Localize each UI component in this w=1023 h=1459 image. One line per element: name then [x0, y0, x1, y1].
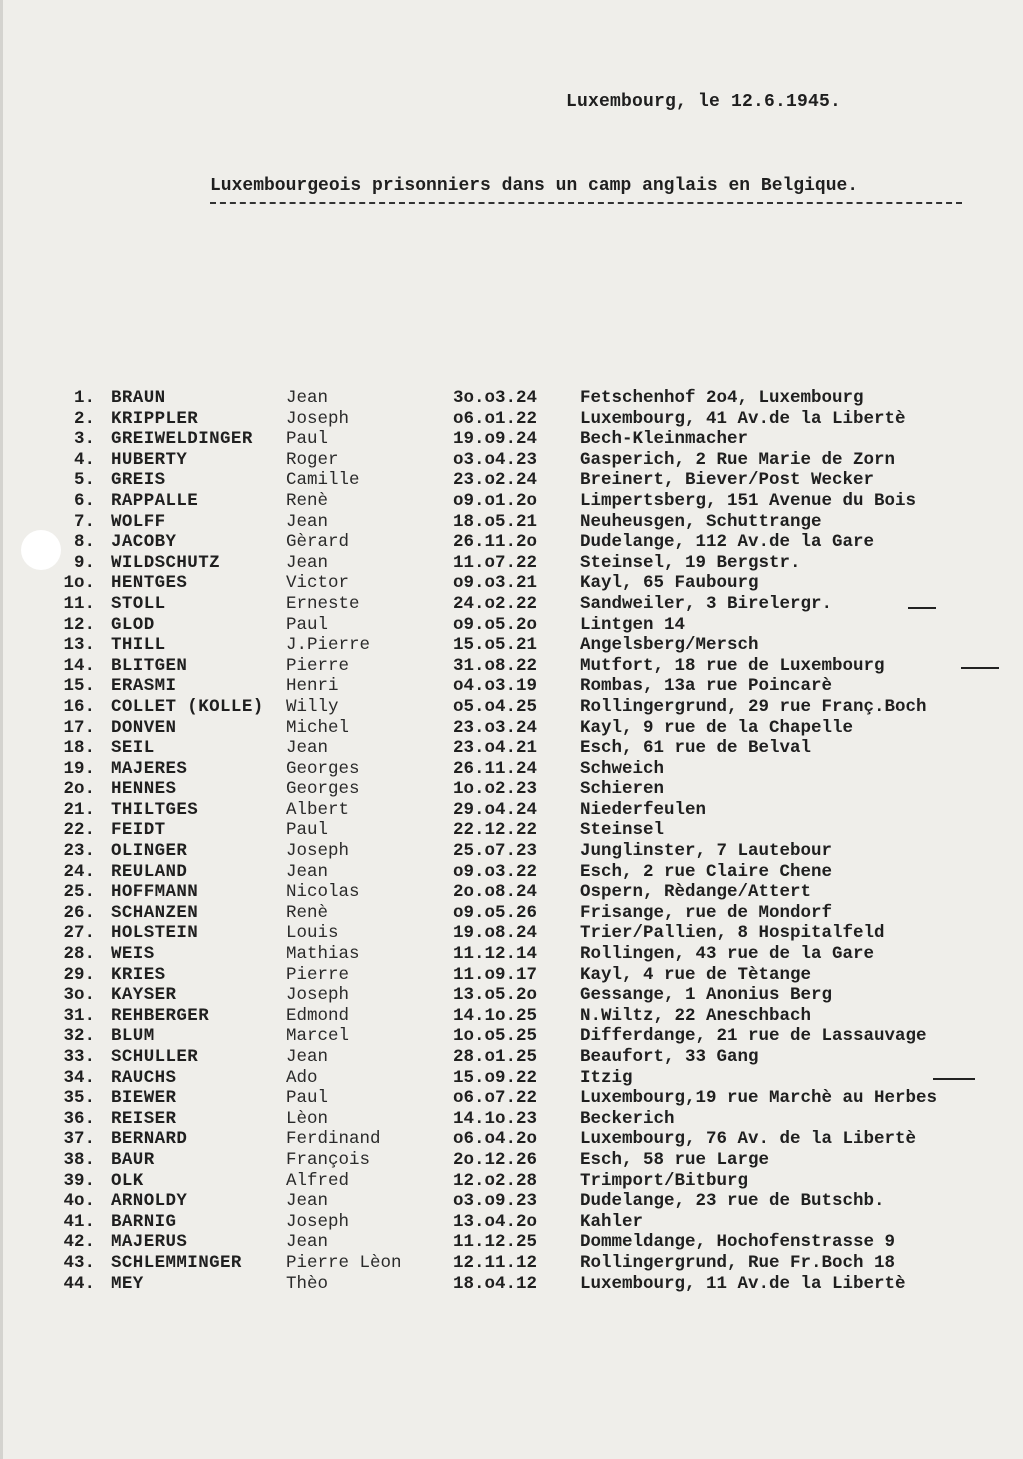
- surname: BARNIG: [111, 1211, 177, 1232]
- surname: BRAUN: [111, 388, 166, 408]
- prisoner-row: [43, 1232, 1018, 1253]
- surname: WOLFF: [111, 511, 166, 532]
- address: Neuheusgen, Schuttrange: [580, 511, 822, 532]
- surname: SCHANZEN: [111, 902, 199, 923]
- surname: HOFFMANN: [111, 882, 199, 903]
- birth-date: 11.o9.17: [453, 964, 538, 985]
- entry-number: 13.: [63, 635, 95, 656]
- birth-date: 14.1o.25: [453, 1005, 538, 1026]
- birth-date: o9.o3.21: [453, 573, 538, 594]
- surname: HUBERTY: [111, 449, 188, 470]
- surname: OLK: [111, 1170, 144, 1191]
- address: Schieren: [580, 779, 665, 800]
- given-name: Jean: [286, 861, 329, 882]
- birth-date: 1o.o5.25: [453, 1026, 538, 1047]
- entry-number: 33.: [63, 1047, 95, 1067]
- prisoner-row: [43, 841, 1018, 862]
- given-name: Mathias: [286, 944, 360, 965]
- prisoner-row: [43, 1047, 1018, 1068]
- prisoner-row: [43, 491, 1018, 512]
- surname: REULAND: [111, 861, 188, 882]
- given-name: Joseph: [286, 841, 350, 862]
- surname: WEIS: [111, 944, 155, 965]
- surname: BERNARD: [111, 1129, 188, 1150]
- prisoner-row: [43, 985, 1018, 1006]
- entry-number: 27.: [63, 923, 95, 944]
- address: Frisange, rue de Mondorf: [580, 902, 833, 923]
- address: Beaufort, 33 Gang: [580, 1047, 759, 1067]
- birth-date: 15.o5.21: [453, 635, 538, 656]
- surname: BLITGEN: [111, 655, 188, 676]
- address: Beckerich: [580, 1108, 675, 1129]
- birth-date: 11.12.14: [453, 944, 538, 965]
- given-name: Renè: [286, 902, 329, 923]
- address: Esch, 58 rue Large: [580, 1149, 770, 1170]
- given-name: Erneste: [286, 593, 360, 614]
- entry-number: 3.: [73, 429, 95, 450]
- given-name: Pierre: [286, 964, 350, 985]
- entry-number: 41.: [63, 1211, 95, 1232]
- address: Luxembourg, 11 Av.de la Libertè: [580, 1273, 906, 1294]
- entry-number: 21.: [63, 799, 95, 820]
- prisoner-row: [43, 903, 1018, 924]
- given-name: Joseph: [286, 985, 350, 1006]
- prisoner-row: [43, 1088, 1018, 1109]
- entry-number: 19.: [63, 758, 95, 779]
- surname: JACOBY: [111, 532, 177, 553]
- given-name: Victor: [286, 573, 350, 594]
- birth-date: 24.o2.22: [453, 593, 538, 614]
- prisoner-row: [43, 594, 1018, 615]
- address: Gasperich, 2 Rue Marie de Zorn: [580, 449, 896, 470]
- surname: DONVEN: [111, 717, 177, 738]
- prisoner-row: [43, 1006, 1018, 1027]
- given-name: Jean: [286, 552, 329, 573]
- entry-number: 17.: [63, 717, 95, 738]
- entry-number: 4o.: [63, 1191, 95, 1212]
- entry-number: 35.: [63, 1088, 95, 1109]
- entry-number: 28.: [63, 944, 95, 965]
- entry-number: 29.: [63, 964, 95, 985]
- birth-date: 18.o4.12: [453, 1273, 538, 1294]
- prisoner-list: [43, 388, 1018, 1294]
- address: Luxembourg, 76 Av. de la Libertè: [580, 1129, 917, 1150]
- entry-number: 42.: [63, 1232, 95, 1253]
- surname: SCHLEMMINGER: [111, 1252, 242, 1273]
- given-name: Paul: [286, 429, 329, 450]
- given-name: Gèrard: [286, 532, 350, 553]
- birth-date: 28.o1.25: [453, 1047, 538, 1067]
- given-name: Edmond: [286, 1005, 350, 1026]
- entry-number: 11.: [63, 593, 95, 614]
- given-name: Paul: [286, 614, 329, 635]
- address: Esch, 61 rue de Belval: [580, 738, 812, 759]
- birth-date: o3.o4.23: [453, 449, 538, 470]
- prisoner-row: [43, 553, 1018, 574]
- document-title: Luxembourgeois prisonniers dans un camp anglais en Belgique.: [210, 176, 962, 204]
- address: Trimport/Bitburg: [580, 1170, 749, 1191]
- entry-number: 16.: [63, 696, 95, 717]
- surname: GREIS: [111, 470, 166, 491]
- entry-number: 8.: [73, 532, 95, 553]
- birth-date: 23.o4.21: [453, 738, 538, 759]
- given-name: Louis: [286, 923, 339, 944]
- entry-number: 6.: [73, 490, 95, 511]
- surname: COLLET (KOLLE): [111, 696, 264, 717]
- birth-date: 18.o5.21: [453, 511, 538, 532]
- surname: BIEWER: [111, 1088, 177, 1109]
- address: Luxembourg, 41 Av.de la Libertè: [580, 408, 906, 429]
- given-name: Camille: [286, 470, 360, 491]
- prisoner-row: [43, 1068, 1018, 1089]
- birth-date: 15.o9.22: [453, 1067, 538, 1088]
- address: Steinsel, 19 Bergstr.: [580, 552, 801, 573]
- address: Dudelange, 112 Av.de la Gare: [580, 532, 875, 553]
- entry-number: 36.: [63, 1108, 95, 1129]
- birth-date: 3o.o3.24: [453, 388, 538, 408]
- date-line: Luxembourg, le 12.6.1945.: [566, 92, 842, 112]
- entry-number: 1.: [73, 388, 95, 408]
- surname: STOLL: [111, 593, 166, 614]
- prisoner-row: [43, 1274, 1018, 1295]
- birth-date: 11.o7.22: [453, 552, 538, 573]
- surname: MEY: [111, 1273, 144, 1294]
- prisoner-row: [43, 759, 1018, 780]
- prisoner-row: [43, 573, 1018, 594]
- birth-date: 31.o8.22: [453, 655, 538, 676]
- address: Kayl, 65 Faubourg: [580, 573, 759, 594]
- birth-date: 26.11.2o: [453, 532, 538, 553]
- given-name: Henri: [286, 676, 339, 697]
- given-name: Paul: [286, 1088, 329, 1109]
- address: Angelsberg/Mersch: [580, 635, 759, 656]
- prisoner-row: [43, 388, 1018, 409]
- pen-mark: [933, 1078, 975, 1080]
- birth-date: 26.11.24: [453, 758, 538, 779]
- entry-number: 39.: [63, 1170, 95, 1191]
- surname: THILTGES: [111, 799, 199, 820]
- address: Differdange, 21 rue de Lassauvage: [580, 1026, 927, 1047]
- prisoner-row: [43, 1109, 1018, 1130]
- given-name: Jean: [286, 738, 329, 759]
- surname: KRIES: [111, 964, 166, 985]
- birth-date: 2o.o8.24: [453, 882, 538, 903]
- entry-number: 5.: [73, 470, 95, 491]
- pen-mark: [961, 667, 999, 669]
- given-name: Lèon: [286, 1108, 329, 1129]
- surname: RAPPALLE: [111, 490, 199, 511]
- birth-date: o9.o3.22: [453, 861, 538, 882]
- surname: HOLSTEIN: [111, 923, 199, 944]
- entry-number: 14.: [63, 655, 95, 676]
- prisoner-row: [43, 1253, 1018, 1274]
- given-name: Jean: [286, 1191, 329, 1212]
- entry-number: 38.: [63, 1149, 95, 1170]
- given-name: Pierre: [286, 655, 350, 676]
- entry-number: 43.: [63, 1252, 95, 1273]
- given-name: Marcel: [286, 1026, 350, 1047]
- given-name: Renè: [286, 490, 329, 511]
- address: Junglinster, 7 Lautebour: [580, 841, 833, 862]
- birth-date: o9.o5.2o: [453, 614, 538, 635]
- prisoner-row: [43, 470, 1018, 491]
- entry-number: 31.: [63, 1005, 95, 1026]
- surname: RAUCHS: [111, 1067, 177, 1088]
- surname: GLOD: [111, 614, 155, 635]
- entry-number: 24.: [63, 861, 95, 882]
- prisoner-row: [43, 512, 1018, 533]
- surname: REHBERGER: [111, 1005, 210, 1026]
- address: Sandweiler, 3 Birelergr.: [580, 593, 833, 614]
- address: Rombas, 13a rue Poincarè: [580, 676, 833, 697]
- birth-date: o5.o4.25: [453, 696, 538, 717]
- address: Gessange, 1 Anonius Berg: [580, 985, 833, 1006]
- given-name: Roger: [286, 449, 339, 470]
- given-name: Thèo: [286, 1273, 329, 1294]
- prisoner-row: [43, 1171, 1018, 1192]
- surname: SCHULLER: [111, 1047, 199, 1067]
- given-name: Paul: [286, 820, 329, 841]
- address: Lintgen 14: [580, 614, 686, 635]
- prisoner-row: [43, 820, 1018, 841]
- address: Luxembourg,19 rue Marchè au Herbes: [580, 1088, 938, 1109]
- entry-number: 3o.: [63, 985, 95, 1006]
- birth-date: 13.o5.2o: [453, 985, 538, 1006]
- given-name: Jean: [286, 1047, 329, 1067]
- given-name: Pierre Lèon: [286, 1252, 402, 1273]
- address: Esch, 2 rue Claire Chene: [580, 861, 833, 882]
- entry-number: 2o.: [63, 779, 95, 800]
- entry-number: 23.: [63, 841, 95, 862]
- birth-date: 19.o8.24: [453, 923, 538, 944]
- address: Fetschenhof 2o4, Luxembourg: [580, 388, 864, 408]
- address: Rollingergrund, 29 rue Franç.Boch: [580, 696, 927, 717]
- address: Kayl, 9 rue de la Chapelle: [580, 717, 854, 738]
- prisoner-row: [43, 779, 1018, 800]
- address: Rollingergrund, Rue Fr.Boch 18: [580, 1252, 896, 1273]
- birth-date: 14.1o.23: [453, 1108, 538, 1129]
- entry-number: 44.: [63, 1273, 95, 1294]
- surname: KAYSER: [111, 985, 177, 1006]
- surname: MAJERES: [111, 758, 188, 779]
- prisoner-row: [43, 738, 1018, 759]
- entry-number: 37.: [63, 1129, 95, 1150]
- entry-number: 18.: [63, 738, 95, 759]
- birth-date: 29.o4.24: [453, 799, 538, 820]
- address: Dudelange, 23 rue de Butschb.: [580, 1191, 885, 1212]
- birth-date: 11.12.25: [453, 1232, 538, 1253]
- prisoner-row: [43, 882, 1018, 903]
- birth-date: o9.o1.2o: [453, 490, 538, 511]
- address: Trier/Pallien, 8 Hospitalfeld: [580, 923, 885, 944]
- given-name: Ferdinand: [286, 1129, 381, 1150]
- entry-number: 25.: [63, 882, 95, 903]
- address: Dommeldange, Hochofenstrasse 9: [580, 1232, 896, 1253]
- birth-date: 1o.o2.23: [453, 779, 538, 800]
- entry-number: 15.: [63, 676, 95, 697]
- address: Breinert, Biever/Post Wecker: [580, 470, 875, 491]
- given-name: Georges: [286, 758, 360, 779]
- address: Mutfort, 18 rue de Luxembourg: [580, 655, 885, 676]
- pen-mark: [908, 607, 936, 609]
- birth-date: o6.o4.2o: [453, 1129, 538, 1150]
- prisoner-row: [43, 697, 1018, 718]
- entry-number: 4.: [73, 449, 95, 470]
- given-name: Jean: [286, 1232, 329, 1253]
- prisoner-row: [43, 1129, 1018, 1150]
- surname: OLINGER: [111, 841, 188, 862]
- given-name: Joseph: [286, 1211, 350, 1232]
- given-name: Nicolas: [286, 882, 360, 903]
- entry-number: 2.: [73, 408, 95, 429]
- address: Bech-Kleinmacher: [580, 429, 749, 450]
- address: Schweich: [580, 758, 665, 779]
- surname: MAJERUS: [111, 1232, 188, 1253]
- entry-number: 7.: [73, 511, 95, 532]
- prisoner-row: [43, 965, 1018, 986]
- birth-date: o3.o9.23: [453, 1191, 538, 1212]
- surname: FEIDT: [111, 820, 166, 841]
- prisoner-row: [43, 1212, 1018, 1233]
- birth-date: 23.o2.24: [453, 470, 538, 491]
- given-name: Jean: [286, 511, 329, 532]
- given-name: Willy: [286, 696, 339, 717]
- birth-date: o4.o3.19: [453, 676, 538, 697]
- address: Steinsel: [580, 820, 665, 841]
- surname: HENTGES: [111, 573, 188, 594]
- given-name: Jean: [286, 388, 329, 408]
- entry-number: 34.: [63, 1067, 95, 1088]
- prisoner-row: [43, 862, 1018, 883]
- address: Rollingen, 43 rue de la Gare: [580, 944, 875, 965]
- entry-number: 26.: [63, 902, 95, 923]
- prisoner-row: [43, 676, 1018, 697]
- birth-date: 22.12.22: [453, 820, 538, 841]
- address: Kahler: [580, 1211, 644, 1232]
- address: Niederfeulen: [580, 799, 707, 820]
- given-name: François: [286, 1149, 371, 1170]
- entry-number: 1o.: [63, 573, 95, 594]
- birth-date: 23.o3.24: [453, 717, 538, 738]
- birth-date: 19.o9.24: [453, 429, 538, 450]
- surname: REISER: [111, 1108, 177, 1129]
- prisoner-row: [43, 1026, 1018, 1047]
- surname: WILDSCHUTZ: [111, 552, 221, 573]
- surname: ARNOLDY: [111, 1191, 188, 1212]
- surname: HENNES: [111, 779, 177, 800]
- birth-date: o6.o7.22: [453, 1088, 538, 1109]
- prisoner-row: [43, 1150, 1018, 1171]
- surname: BAUR: [111, 1149, 155, 1170]
- surname: THILL: [111, 635, 166, 656]
- address: Ospern, Rèdange/Attert: [580, 882, 812, 903]
- birth-date: 12.11.12: [453, 1252, 538, 1273]
- birth-date: 2o.12.26: [453, 1149, 538, 1170]
- prisoner-row: [43, 800, 1018, 821]
- address: Kayl, 4 rue de Tètange: [580, 964, 812, 985]
- prisoner-row: [43, 635, 1018, 656]
- given-name: Alfred: [286, 1170, 350, 1191]
- given-name: Ado: [286, 1067, 318, 1088]
- given-name: Joseph: [286, 408, 350, 429]
- entry-number: 9.: [73, 552, 95, 573]
- surname: SEIL: [111, 738, 155, 759]
- prisoner-row: [43, 409, 1018, 430]
- birth-date: o9.o5.26: [453, 902, 538, 923]
- prisoner-row: [43, 450, 1018, 471]
- given-name: Albert: [286, 799, 350, 820]
- surname: KRIPPLER: [111, 408, 199, 429]
- birth-date: 13.o4.2o: [453, 1211, 538, 1232]
- birth-date: 25.o7.23: [453, 841, 538, 862]
- prisoner-row: [43, 718, 1018, 739]
- prisoner-row: [43, 615, 1018, 636]
- birth-date: 12.o2.28: [453, 1170, 538, 1191]
- prisoner-row: [43, 656, 1018, 677]
- address: N.Wiltz, 22 Aneschbach: [580, 1005, 812, 1026]
- prisoner-row: [43, 1191, 1018, 1212]
- given-name: Michel: [286, 717, 350, 738]
- surname: BLUM: [111, 1026, 155, 1047]
- given-name: Georges: [286, 779, 360, 800]
- surname: ERASMI: [111, 676, 177, 697]
- prisoner-row: [43, 532, 1018, 553]
- surname: GREIWELDINGER: [111, 429, 253, 450]
- birth-date: o6.o1.22: [453, 408, 538, 429]
- address: Limpertsberg, 151 Avenue du Bois: [580, 490, 917, 511]
- entry-number: 22.: [63, 820, 95, 841]
- entry-number: 32.: [63, 1026, 95, 1047]
- prisoner-row: [43, 944, 1018, 965]
- given-name: J.Pierre: [286, 635, 371, 656]
- address: Itzig: [580, 1067, 633, 1088]
- prisoner-row: [43, 429, 1018, 450]
- prisoner-row: [43, 923, 1018, 944]
- entry-number: 12.: [63, 614, 95, 635]
